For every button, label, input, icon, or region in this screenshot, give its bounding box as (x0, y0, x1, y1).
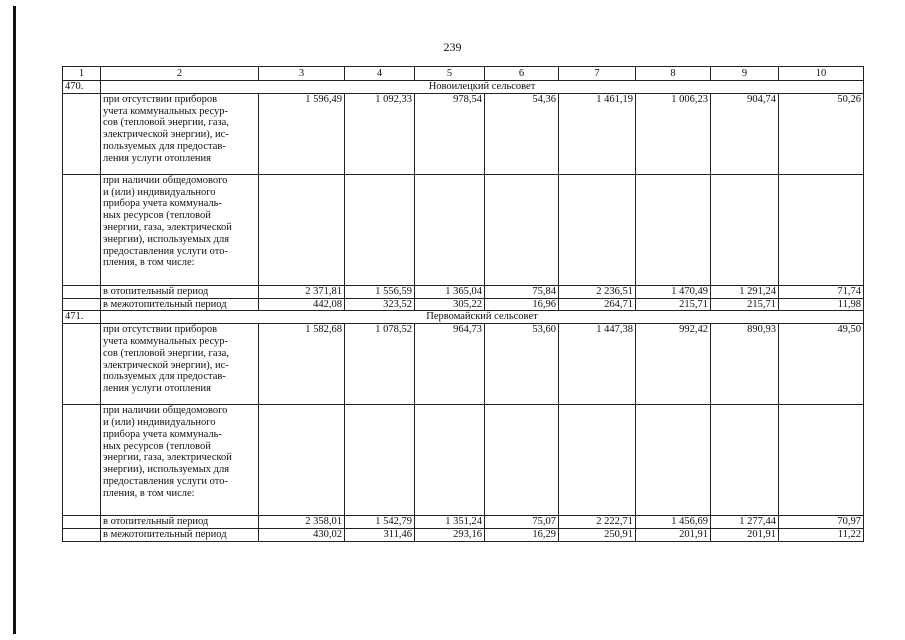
value-cell (415, 174, 485, 285)
header-cell: 2 (101, 67, 259, 81)
left-margin-rule (13, 6, 16, 634)
value-cell: 70,97 (779, 516, 864, 529)
section-number: 471. (63, 311, 101, 324)
value-cell: 1 461,19 (559, 93, 636, 174)
value-cell (345, 405, 415, 516)
value-cell: 201,91 (711, 528, 779, 541)
value-cell: 904,74 (711, 93, 779, 174)
value-cell: 264,71 (559, 298, 636, 311)
value-cell (636, 405, 711, 516)
header-cell: 8 (636, 67, 711, 81)
row-label: в межотопительный период (101, 298, 259, 311)
value-cell: 1 291,24 (711, 285, 779, 298)
number-cell (63, 93, 101, 174)
number-cell (63, 285, 101, 298)
value-cell: 890,93 (711, 324, 779, 405)
number-cell (63, 298, 101, 311)
number-cell (63, 405, 101, 516)
row-label: при отсутствии приборов учета коммунальных ресур- сов (тепловой энергии, газа, электрической энергии), ис- пользуемых для предостав- ления услуги отопления (101, 93, 259, 174)
value-cell: 442,08 (259, 298, 345, 311)
value-cell (559, 174, 636, 285)
table-body (63, 67, 864, 542)
value-cell: 1 470,49 (636, 285, 711, 298)
value-cell: 16,29 (485, 528, 559, 541)
row-label: в отопительный период (101, 516, 259, 529)
header-cell: 9 (711, 67, 779, 81)
header-row (63, 67, 864, 81)
value-cell: 1 542,79 (345, 516, 415, 529)
header-cell: 3 (259, 67, 345, 81)
value-cell: 11,22 (779, 528, 864, 541)
number-cell (63, 324, 101, 405)
table-row (63, 324, 864, 405)
value-cell: 992,42 (636, 324, 711, 405)
row-label: в межотопительный период (101, 528, 259, 541)
header-cell: 10 (779, 67, 864, 81)
number-cell (63, 516, 101, 529)
section-row (63, 311, 864, 324)
section-title: Новоилецкий сельсовет (101, 81, 864, 94)
row-label: при наличии общедомового и (или) индивидуального прибора учета коммуналь- ных ресурсов (тепловой энергии, газа, электрической энергии), используемых для предоставления услуги ото- пления, в том числе: (101, 174, 259, 285)
value-cell: 1 556,59 (345, 285, 415, 298)
value-cell: 1 078,52 (345, 324, 415, 405)
value-cell: 1 582,68 (259, 324, 345, 405)
value-cell: 964,73 (415, 324, 485, 405)
header-cell: 7 (559, 67, 636, 81)
value-cell: 293,16 (415, 528, 485, 541)
row-label: при наличии общедомового и (или) индивидуального прибора учета коммуналь- ных ресурсов (тепловой энергии, газа, электрической энергии), используемых для предоставления услуги ото- пления, в том числе: (101, 405, 259, 516)
number-cell (63, 174, 101, 285)
value-cell: 1 447,38 (559, 324, 636, 405)
value-cell (485, 405, 559, 516)
value-cell (485, 174, 559, 285)
value-cell: 305,22 (415, 298, 485, 311)
section-row (63, 81, 864, 94)
table-row (63, 298, 864, 311)
table-row (63, 174, 864, 285)
table-row (63, 405, 864, 516)
value-cell: 75,07 (485, 516, 559, 529)
value-cell: 2 222,71 (559, 516, 636, 529)
section-title: Первомайский сельсовет (101, 311, 864, 324)
value-cell: 978,54 (415, 93, 485, 174)
value-cell: 53,60 (485, 324, 559, 405)
header-cell: 1 (63, 67, 101, 81)
value-cell: 311,46 (345, 528, 415, 541)
number-cell (63, 528, 101, 541)
value-cell: 16,96 (485, 298, 559, 311)
row-label: при отсутствии приборов учета коммунальных ресур- сов (тепловой энергии, газа, электрической энергии), ис- пользуемых для предостав- ления услуги отопления (101, 324, 259, 405)
value-cell: 1 277,44 (711, 516, 779, 529)
value-cell: 1 596,49 (259, 93, 345, 174)
value-cell (779, 405, 864, 516)
header-cell: 5 (415, 67, 485, 81)
value-cell: 1 456,69 (636, 516, 711, 529)
value-cell (779, 174, 864, 285)
value-cell (345, 174, 415, 285)
value-cell: 1 092,33 (345, 93, 415, 174)
value-cell: 215,71 (636, 298, 711, 311)
header-cell: 6 (485, 67, 559, 81)
section-number: 470. (63, 81, 101, 94)
value-cell: 323,52 (345, 298, 415, 311)
value-cell (711, 174, 779, 285)
value-cell: 1 006,23 (636, 93, 711, 174)
value-cell (415, 405, 485, 516)
value-cell: 71,74 (779, 285, 864, 298)
value-cell (259, 405, 345, 516)
value-cell: 201,91 (636, 528, 711, 541)
table-row (63, 528, 864, 541)
table-row (63, 285, 864, 298)
value-cell: 1 351,24 (415, 516, 485, 529)
row-label: в отопительный период (101, 285, 259, 298)
table-row (63, 516, 864, 529)
value-cell (559, 405, 636, 516)
value-cell: 250,91 (559, 528, 636, 541)
value-cell: 50,26 (779, 93, 864, 174)
value-cell: 1 365,04 (415, 285, 485, 298)
value-cell (711, 405, 779, 516)
value-cell (259, 174, 345, 285)
value-cell: 430,02 (259, 528, 345, 541)
header-cell: 4 (345, 67, 415, 81)
value-cell: 11,98 (779, 298, 864, 311)
value-cell: 2 371,81 (259, 285, 345, 298)
value-cell: 2 358,01 (259, 516, 345, 529)
page-number: 239 (443, 40, 462, 54)
value-cell: 215,71 (711, 298, 779, 311)
value-cell: 49,50 (779, 324, 864, 405)
value-cell: 54,36 (485, 93, 559, 174)
tariff-table (62, 66, 864, 542)
value-cell: 75,84 (485, 285, 559, 298)
value-cell: 2 236,51 (559, 285, 636, 298)
value-cell (636, 174, 711, 285)
table-row (63, 93, 864, 174)
